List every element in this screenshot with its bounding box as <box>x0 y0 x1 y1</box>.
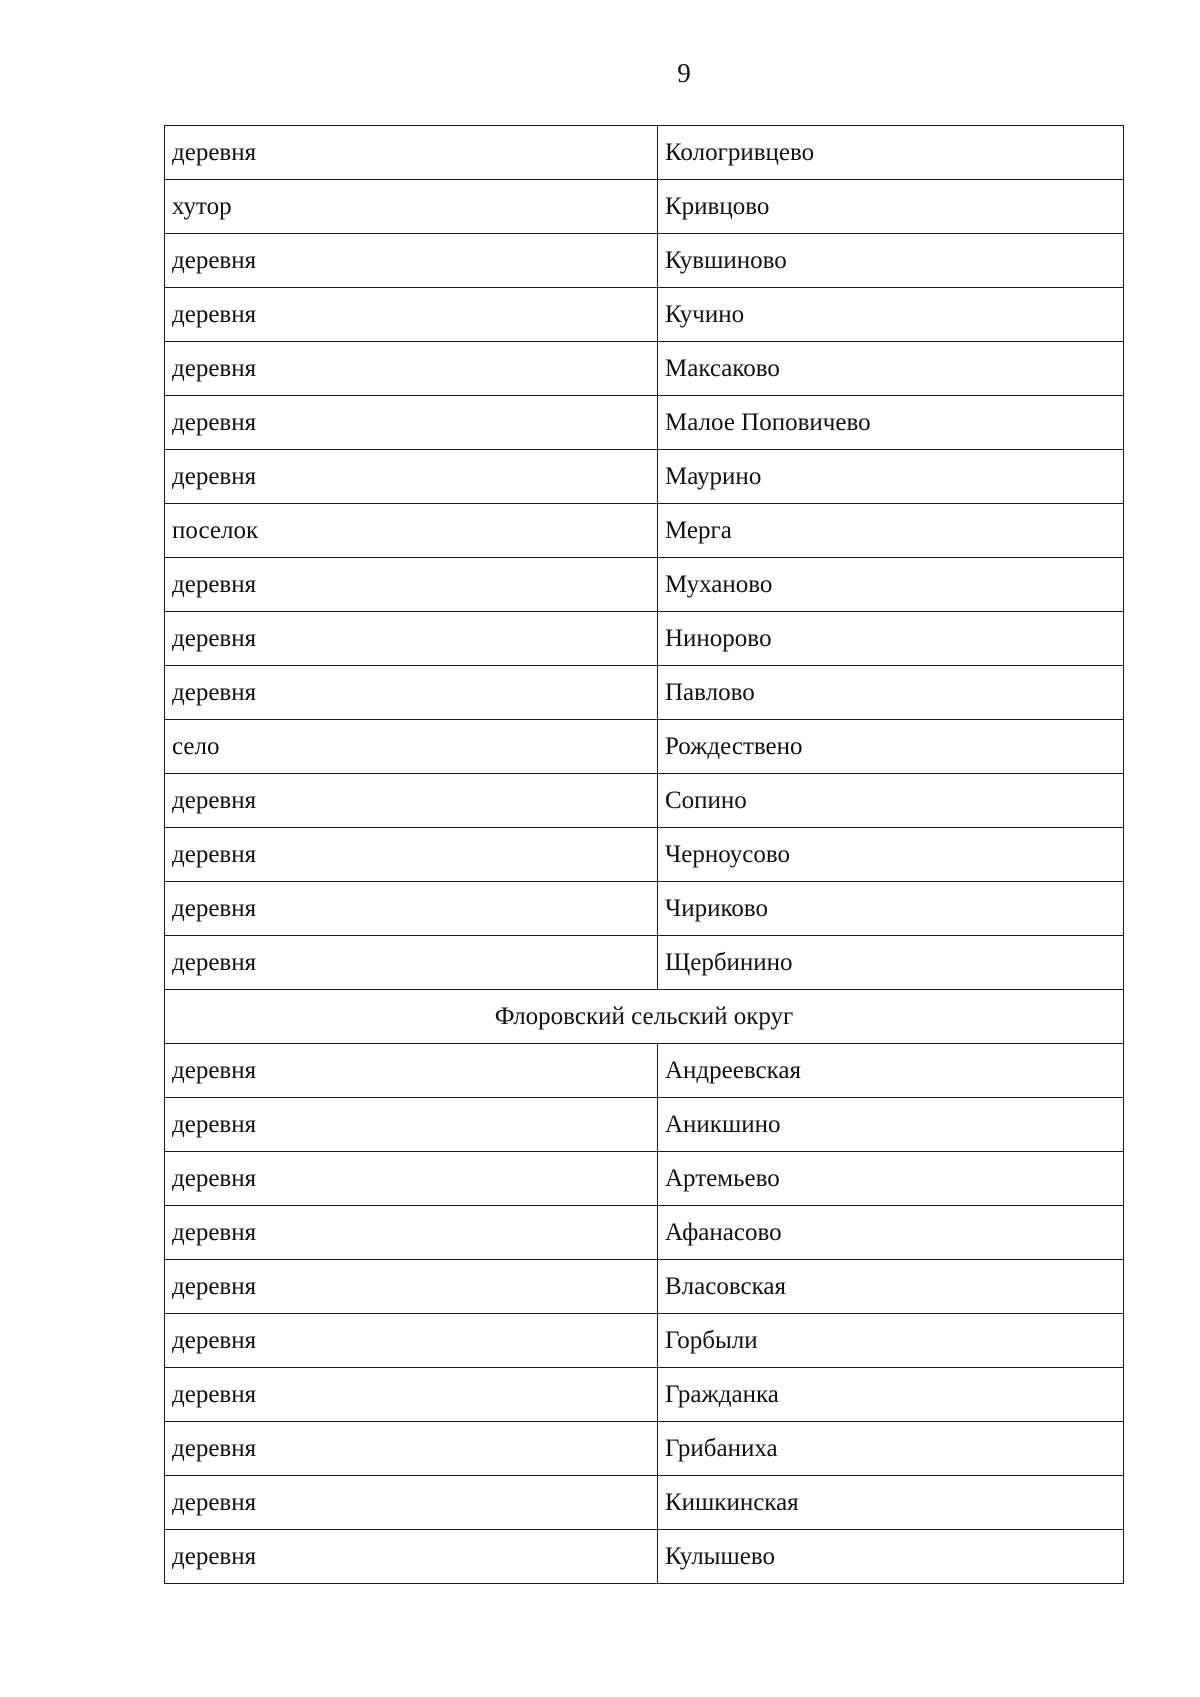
section-header-row <box>165 990 1124 1044</box>
settlement-name-cell: Афанасово <box>658 1206 1124 1260</box>
settlement-name-cell: Павлово <box>658 666 1124 720</box>
settlement-table-body <box>165 126 1124 1584</box>
settlement-type-cell: деревня <box>165 774 658 828</box>
table-row <box>165 882 1124 936</box>
settlement-name-cell: Маурино <box>658 450 1124 504</box>
table-row <box>165 828 1124 882</box>
table-row <box>165 1530 1124 1584</box>
settlement-type-cell: деревня <box>165 288 658 342</box>
settlement-name-cell: Мерга <box>658 504 1124 558</box>
settlement-type-cell: деревня <box>165 1260 658 1314</box>
table-row <box>165 342 1124 396</box>
settlement-name-cell: Кривцово <box>658 180 1124 234</box>
settlement-name-cell: Горбыли <box>658 1314 1124 1368</box>
settlement-table <box>164 125 1124 1584</box>
settlement-type-cell: деревня <box>165 666 658 720</box>
settlement-name-cell: Малое Поповичево <box>658 396 1124 450</box>
settlement-type-cell: деревня <box>165 882 658 936</box>
page-number: 9 <box>677 58 691 88</box>
settlement-name-cell: Кологривцево <box>658 126 1124 180</box>
table-row <box>165 180 1124 234</box>
settlement-name-cell: Ниноровo <box>658 612 1124 666</box>
table-row <box>165 774 1124 828</box>
table-row <box>165 450 1124 504</box>
settlement-type-cell: деревня <box>165 396 658 450</box>
settlement-type-cell: деревня <box>165 1368 658 1422</box>
section-header-florovsky: Флоровский сельский округ <box>165 990 1124 1044</box>
settlement-type-cell: хутор <box>165 180 658 234</box>
table-row <box>165 1314 1124 1368</box>
settlement-type-cell: деревня <box>165 828 658 882</box>
table-row <box>165 1368 1124 1422</box>
settlement-name-cell: Щербинино <box>658 936 1124 990</box>
settlement-type-cell: деревня <box>165 558 658 612</box>
settlement-type-cell: деревня <box>165 1152 658 1206</box>
settlement-type-cell: деревня <box>165 342 658 396</box>
settlement-name-cell: Аникшино <box>658 1098 1124 1152</box>
settlement-name-cell: Сопино <box>658 774 1124 828</box>
settlement-name-cell: Черноусово <box>658 828 1124 882</box>
settlement-type-cell: деревня <box>165 936 658 990</box>
settlement-name-cell: Кулышево <box>658 1530 1124 1584</box>
settlement-type-cell: деревня <box>165 1422 658 1476</box>
settlement-name-cell: Артемьево <box>658 1152 1124 1206</box>
table-row <box>165 504 1124 558</box>
table-row <box>165 1152 1124 1206</box>
settlement-name-cell: Кучино <box>658 288 1124 342</box>
table-row <box>165 1260 1124 1314</box>
table-row <box>165 612 1124 666</box>
settlement-name-cell: Гражданка <box>658 1368 1124 1422</box>
settlement-type-cell: село <box>165 720 658 774</box>
table-row <box>165 1206 1124 1260</box>
settlement-type-cell: поселок <box>165 504 658 558</box>
settlement-name-cell: Власовская <box>658 1260 1124 1314</box>
table-row <box>165 666 1124 720</box>
table-row <box>165 288 1124 342</box>
table-row <box>165 126 1124 180</box>
settlement-type-cell: деревня <box>165 1530 658 1584</box>
settlement-type-cell: деревня <box>165 450 658 504</box>
table-row <box>165 234 1124 288</box>
settlement-type-cell: деревня <box>165 1098 658 1152</box>
settlement-name-cell: Кувшиново <box>658 234 1124 288</box>
settlement-name-cell: Грибаниха <box>658 1422 1124 1476</box>
settlement-name-cell: Андреевская <box>658 1044 1124 1098</box>
table-row <box>165 1044 1124 1098</box>
table-row <box>165 396 1124 450</box>
table-row <box>165 1098 1124 1152</box>
table-row <box>165 1476 1124 1530</box>
settlement-type-cell: деревня <box>165 612 658 666</box>
settlement-name-cell: Максаково <box>658 342 1124 396</box>
settlement-name-cell: Муханово <box>658 558 1124 612</box>
table-row <box>165 558 1124 612</box>
settlement-type-cell: деревня <box>165 1206 658 1260</box>
settlement-type-cell: деревня <box>165 1044 658 1098</box>
settlement-name-cell: Рождествено <box>658 720 1124 774</box>
table-row <box>165 720 1124 774</box>
settlement-type-cell: деревня <box>165 1476 658 1530</box>
settlement-name-cell: Кишкинская <box>658 1476 1124 1530</box>
settlement-name-cell: Чириково <box>658 882 1124 936</box>
settlement-type-cell: деревня <box>165 126 658 180</box>
settlement-type-cell: деревня <box>165 234 658 288</box>
table-row <box>165 1422 1124 1476</box>
table-row <box>165 936 1124 990</box>
settlement-type-cell: деревня <box>165 1314 658 1368</box>
